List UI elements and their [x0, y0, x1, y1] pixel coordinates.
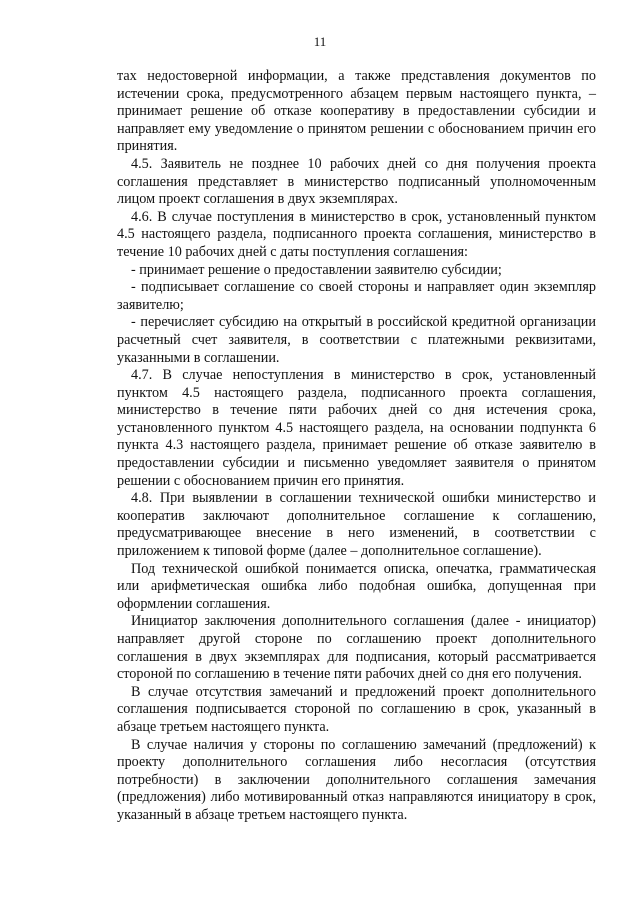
paragraph: В случае отсутствия замечаний и предложений проект дополнительного соглашения подписывается стороной по соглашению в срок, указанный в абзаце третьем настоящего пункта.: [117, 683, 596, 735]
page-number: 11: [313, 34, 327, 49]
paragraph: 4.7. В случае непоступления в министерство в срок, установленный пунктом 4.5 настоящего раздела, подписанного проекта соглашения, министерство в течение пяти рабочих дней со дня истечения срока, установленного пунктом 4.5 настоящего раздела, на основании подпункта 6 пункта 4.3 настоящего раздела, принимает решение об отказе заявителю в предоставлении субсидии и письменно уведомляет заявителя о принятом решении с обоснованием причин его принятия.: [117, 367, 596, 489]
list-item: - подписывает соглашение со своей стороны и направляет один экземпляр заявителю;: [117, 279, 596, 313]
paragraph: 4.5. Заявитель не позднее 10 рабочих дней со дня получения проекта соглашения представляет в министерство подписанный уполномоченным лицом проект соглашения в двух экземплярах.: [117, 155, 596, 208]
list-item: - перечисляет субсидию на открытый в российской кредитной организации расчетный счет заявителя, в соответствии с платежными реквизитами, указанными в соглашении.: [117, 314, 596, 366]
paragraph: В случае наличия у стороны по соглашению замечаний (предложений) к проекту дополнительного соглашения либо несогласия (отсутствия потребности) в заключении дополнительного соглашения замечания (предложения) либо мотивированный отказ направляются инициатору в срок, указанный в абзаце третьем настоящего пункта.: [117, 736, 596, 823]
list-item: - принимает решение о предоставлении заявителю субсидии;: [131, 261, 502, 278]
paragraph: Инициатор заключения дополнительного соглашения (далее - инициатор) направляет другой стороне по соглашению проект дополнительного соглашения в двух экземплярах для подписания, который рассматривается стороной по соглашению в течение пяти рабочих дней со дня его получения.: [117, 613, 596, 683]
paragraph: 4.6. В случае поступления в министерство в срок, установленный пунктом 4.5 настоящего раздела, подписанного проекта соглашения, министерство в течение 10 рабочих дней с даты поступления соглашения:: [117, 208, 596, 260]
paragraph: тах недостоверной информации, а также представления документов по истечении срока, предусмотренного абзацем первым настоящего пункта, – принимает решение об отказе кооперативу в предоставлении субсидии и направляет ему уведомление о принятом решении с обоснованием причин его принятия.: [117, 68, 596, 155]
document-body: [117, 68, 596, 825]
paragraph: Под технической ошибкой понимается описка, опечатка, грамматическая или арифметическая ошибка либо подобная ошибка, допущенная при оформлении соглашения.: [117, 560, 596, 612]
paragraph: 4.8. При выявлении в соглашении технической ошибки министерство и кооператив заключают дополнительное соглашение к соглашению, предусматривающее внесение в него изменений, в соответствии с приложением к типовой форме (далее – дополнительное соглашение).: [117, 490, 596, 560]
